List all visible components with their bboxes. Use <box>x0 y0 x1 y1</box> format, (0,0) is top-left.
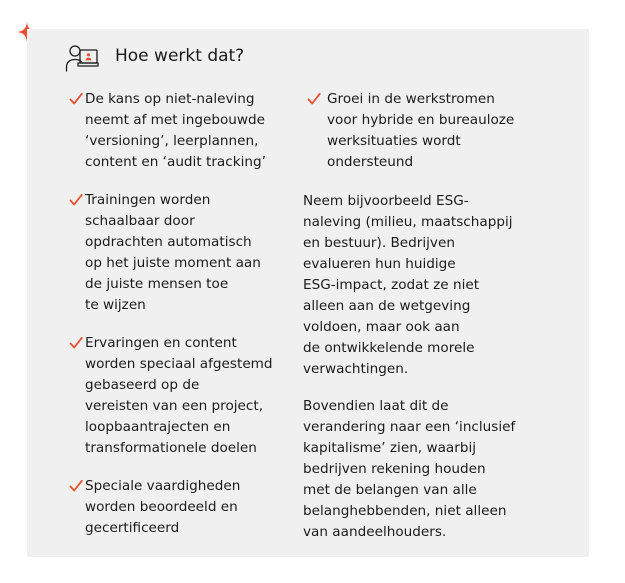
list-item-text: Ervaringen en content worden speciaal afgestemd gebaseerd op de vereisten van een project, loopbaantrajecten en transformationele doelen <box>85 335 273 456</box>
paragraph: Bovendien laat dit de verandering naar een ‘inclusief kapitalisme’ zien, waarbij bedrijven rekening houden met de belangen van alle belanghebbenden, niet alleen van aandeelhouders. <box>303 398 516 540</box>
check-icon <box>69 479 83 493</box>
list-item <box>69 89 319 173</box>
info-panel <box>27 29 589 557</box>
check-icon <box>307 92 321 106</box>
page-title: Hoe werkt dat? <box>115 46 245 66</box>
list-item <box>69 476 319 539</box>
left-column <box>69 89 319 556</box>
list-item-text: Groei in de werkstromen voor hybride en bureauloze werksituaties wordt ondersteund <box>327 91 515 170</box>
check-icon <box>69 92 83 106</box>
list-item-text: Trainingen worden schaalbaar door opdrachten automatisch op het juiste moment aan de juiste mensen toe te wijzen <box>85 192 261 313</box>
list-item-text: Speciale vaardigheden worden beoordeeld en gecertificeerd <box>85 478 241 536</box>
list-item <box>69 190 319 316</box>
check-icon <box>69 336 83 350</box>
list-item <box>307 89 565 173</box>
list-item-text: De kans op niet-naleving neemt af met ingebouwde ‘versioning’, leerplannen, content en ‘audit tracking’ <box>85 91 266 170</box>
person-computer-icon <box>65 43 99 73</box>
paragraph: Neem bijvoorbeeld ESG- naleving (milieu, maatschappij en bestuur). Bedrijven evalueren hun huidige ESG-impact, zodat ze niet alleen aan de wetgeving voldoen, maar ook aan de ontwikkelende morele verwachtingen. <box>303 193 513 377</box>
check-icon <box>69 193 83 207</box>
list-item <box>69 333 319 459</box>
right-column <box>303 89 565 559</box>
